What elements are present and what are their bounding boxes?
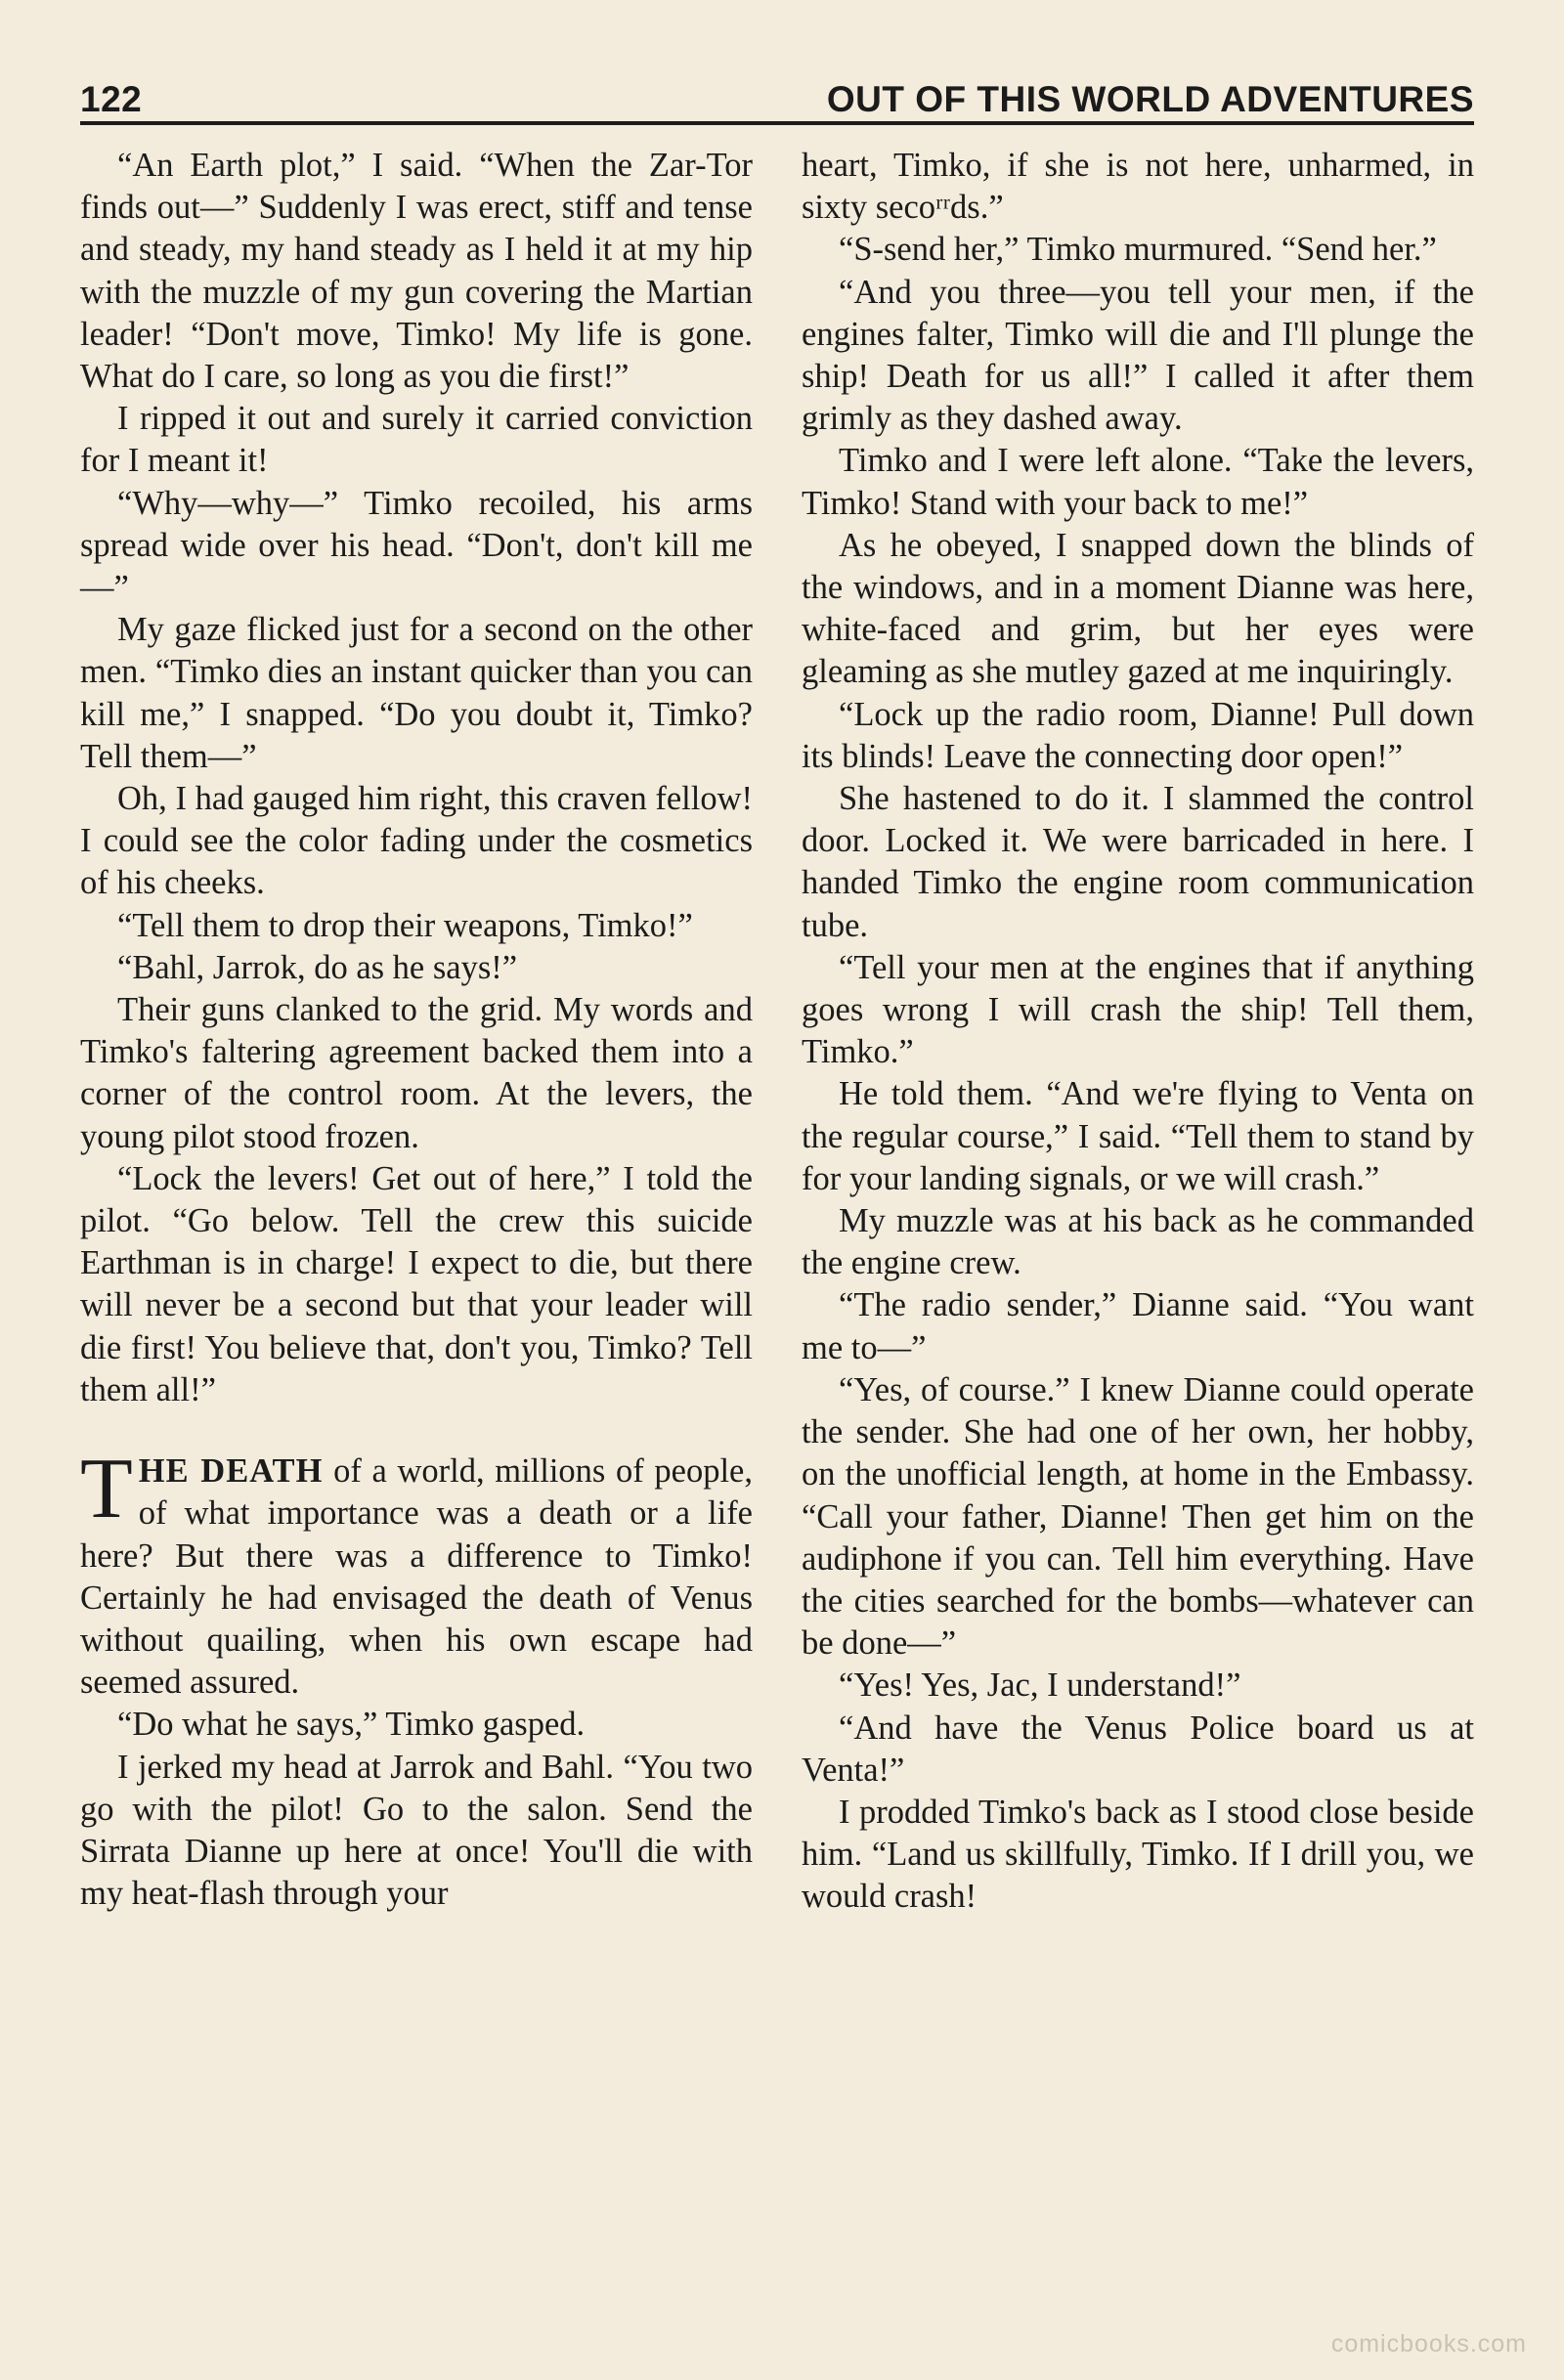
paragraph: “The radio sender,” Dianne said. “You want me to—” bbox=[802, 1286, 1474, 1366]
paragraph: My muzzle was at his back as he commanded the engine crew. bbox=[802, 1202, 1474, 1282]
paragraph-text: of a world, millions of people, of what importance was a death or a life here? But there was a difference to Timko! Certainly he had envisaged the death of Venus without quailing, when his own escape had seemed assured. bbox=[80, 1452, 753, 1702]
paragraph: Their guns clanked to the grid. My words and Timko's faltering agreement backed them into a corner of the control room. At the levers, the young pilot stood frozen. bbox=[80, 991, 753, 1155]
paragraph: I prodded Timko's back as I stood close beside him. “Land us skillfully, Timko. If I drill you, we would crash! bbox=[802, 1793, 1474, 1916]
paragraph: “Tell your men at the engines that if anything goes wrong I will crash the ship! Tell them, Timko.” bbox=[802, 948, 1474, 1071]
paragraph: “Do what he says,” Timko gasped. bbox=[117, 1706, 586, 1744]
running-header bbox=[80, 61, 1474, 125]
paragraph: “Yes, of course.” I knew Dianne could operate the sender. She had one of her own, her hobby, on the unofficial length, at home in the Embassy. “Call your father, Dianne! Then get him on the audiphone if you can. Tell him everything. Have the cities searched for the bombs—whatever can be done—” bbox=[802, 1370, 1474, 1663]
paragraph: “And have the Venus Police board us at Venta!” bbox=[802, 1709, 1474, 1789]
lead-in-caps: HE DEATH bbox=[138, 1452, 324, 1491]
paragraph: “S-send her,” Timko murmured. “Send her.” bbox=[839, 231, 1437, 269]
running-title: OUT OF THIS WORLD ADVENTURES bbox=[826, 79, 1474, 119]
drop-cap: T bbox=[80, 1442, 133, 1537]
paragraph: “Lock the levers! Get out of here,” I told the pilot. “Go below. Tell the crew this suicide Earthman is in charge! I expect to die, but there will never be a second but that your leader will die first! You believe that, don't you, Timko? Tell them all!” bbox=[80, 1159, 753, 1408]
paragraph: Oh, I had gauged him right, this craven fellow! I could see the color fading under the cosmetics of his cheeks. bbox=[80, 780, 753, 902]
text-columns bbox=[80, 145, 1474, 1919]
paragraph: “Bahl, Jarrok, do as he says!” bbox=[117, 948, 518, 986]
left-column bbox=[80, 145, 753, 1919]
paragraph: “Yes! Yes, Jac, I understand!” bbox=[839, 1666, 1241, 1705]
paragraph: As he obeyed, I snapped down the blinds of the windows, and in a moment Dianne was here, white-faced and grim, but her eyes were gleaming as she mutley gazed at me inquiringly. bbox=[802, 526, 1474, 691]
right-column bbox=[802, 145, 1474, 1919]
paragraph: “Lock up the radio room, Dianne! Pull down its blinds! Leave the connecting door open!” bbox=[802, 695, 1474, 775]
paragraph: He told them. “And we're flying to Venta on the regular course,” I said. “Tell them to stand by for your landing signals, or we will crash.” bbox=[802, 1075, 1474, 1197]
paragraph: She hastened to do it. I slammed the control door. Locked it. We were barricaded in here. I handed Timko the engine room communication tube. bbox=[802, 780, 1474, 944]
watermark: comicbooks.com bbox=[1330, 2330, 1527, 2358]
paragraph: I ripped it out and surely it carried conviction for I meant it! bbox=[80, 400, 753, 480]
paragraph: “Tell them to drop their weapons, Timko!” bbox=[117, 906, 693, 944]
section-break bbox=[80, 1411, 753, 1450]
paragraph: My gaze flicked just for a second on the other men. “Timko dies an instant quicker than you can kill me,” I snapped. “Do you doubt it, Timko? Tell them—” bbox=[80, 611, 753, 775]
page-number: 122 bbox=[80, 79, 143, 119]
paragraph: heart, Timko, if she is not here, unharmed, in sixty secoʳʳds.” bbox=[802, 147, 1474, 227]
paragraph: Timko and I were left alone. “Take the levers, Timko! Stand with your back to me!” bbox=[802, 442, 1474, 522]
dropcap-paragraph bbox=[80, 1442, 753, 1704]
paragraph: “And you three—you tell your men, if the engines falter, Timko will die and I'll plunge the ship! Death for us all!” I called it after them grimly as they dashed away. bbox=[802, 273, 1474, 438]
paragraph: I jerked my head at Jarrok and Bahl. “You two go with the pilot! Go to the salon. Send the Sirrata Dianne up here at once! You'll die with my heat-flash through your bbox=[80, 1748, 753, 1913]
paragraph: “Why—why—” Timko recoiled, his arms spread wide over his head. “Don't, don't kill me—” bbox=[80, 484, 753, 607]
paragraph: “An Earth plot,” I said. “When the Zar-Tor finds out—” Suddenly I was erect, stiff and tense and steady, my hand steady as I held it at my hip with the muzzle of my gun covering the Martian leader! “Don't move, Timko! My life is gone. What do I care, so long as you die first!” bbox=[80, 147, 753, 396]
